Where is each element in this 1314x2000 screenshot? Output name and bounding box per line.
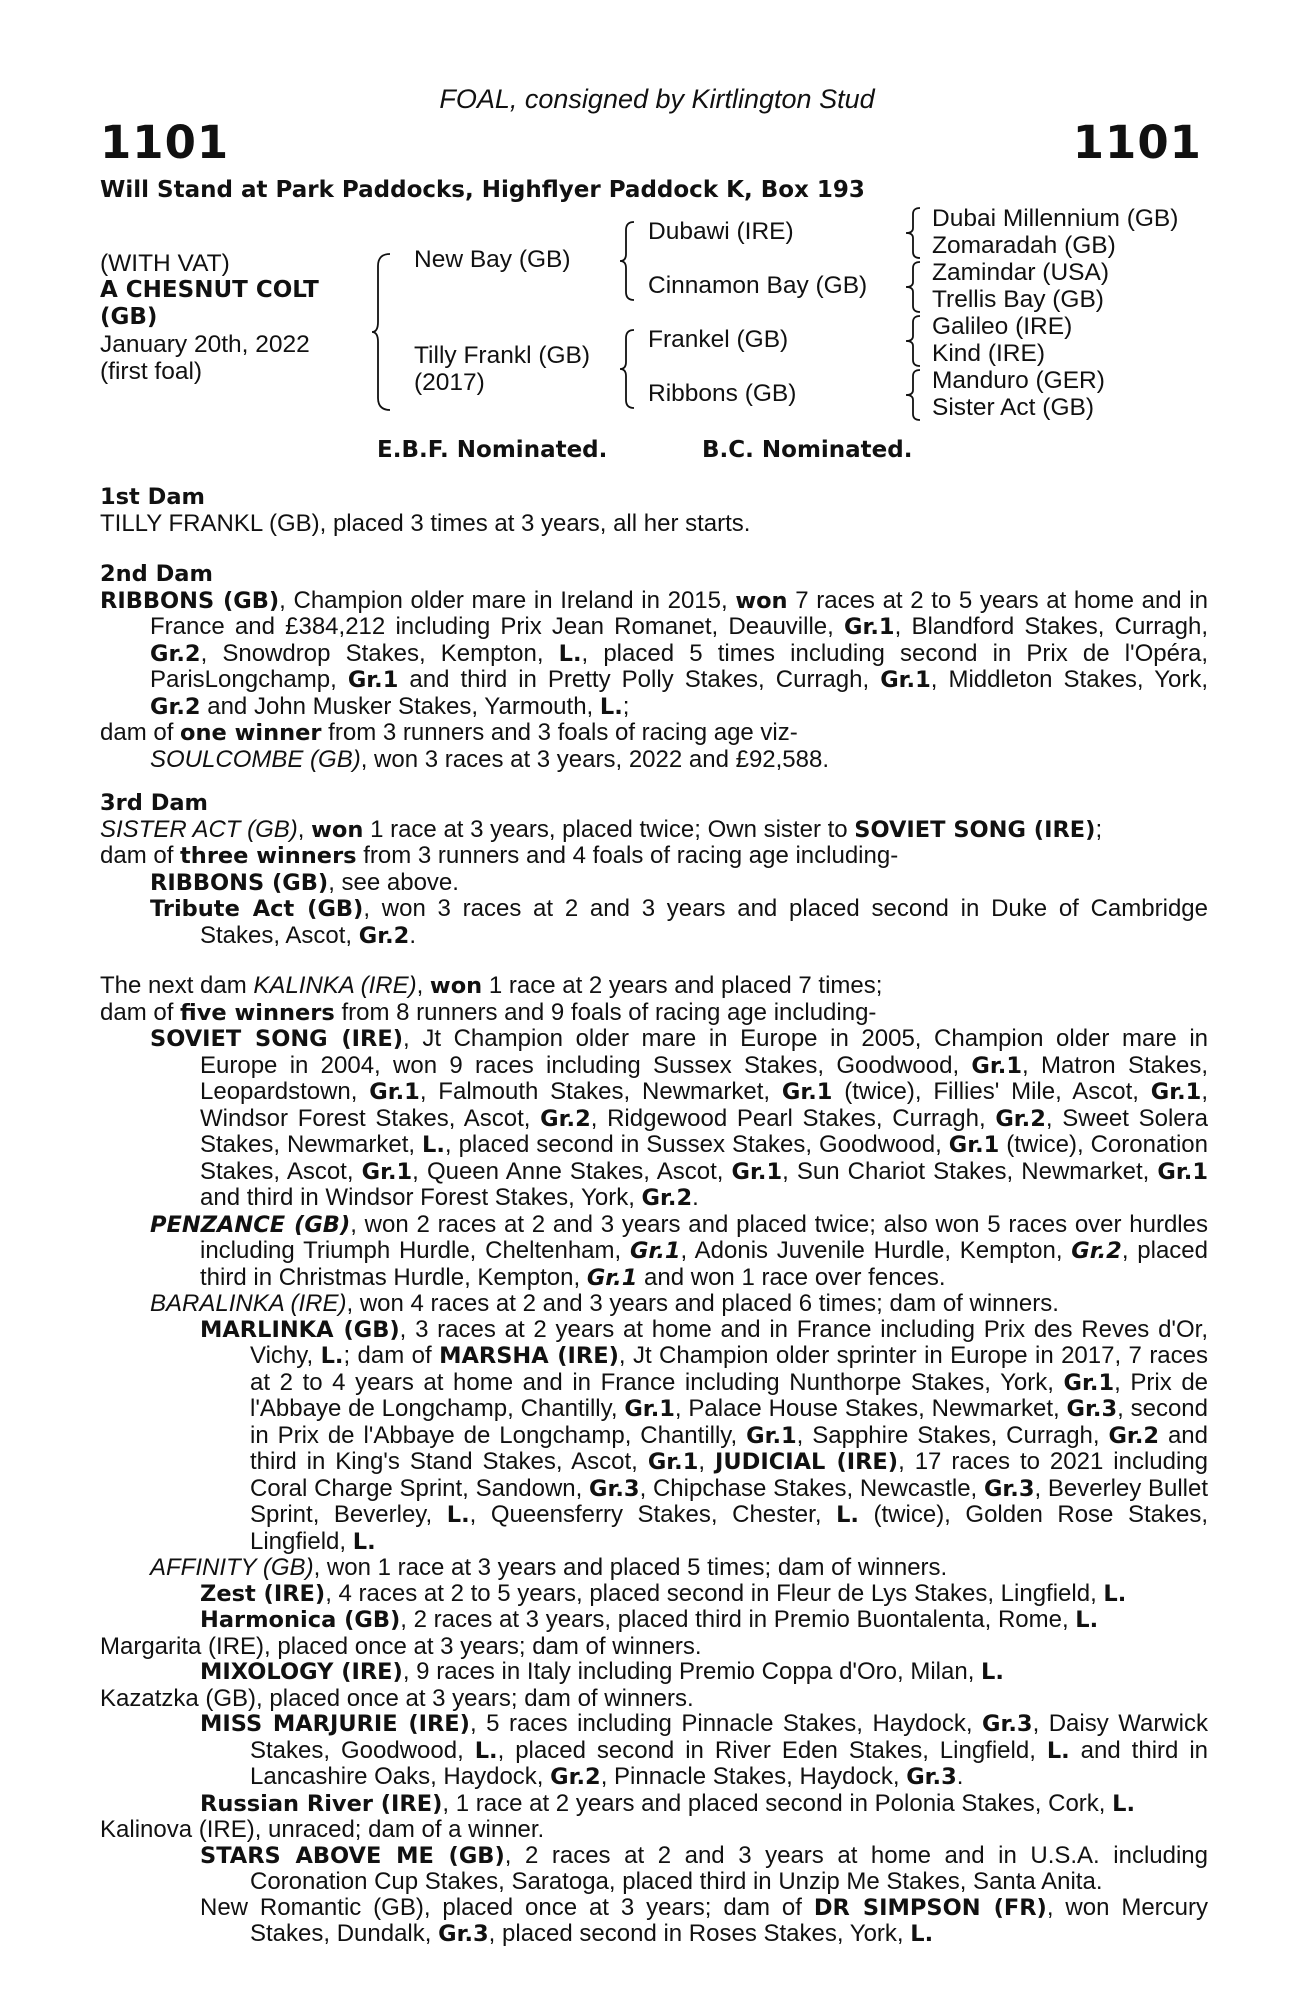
affinity-entry: AFFINITY (GB), won 1 race at 3 years and placed 5 times; dam of winners.: [150, 1554, 948, 1581]
granddam-4: Sister Act (GB): [932, 394, 1095, 421]
horse-breed: (GB): [100, 304, 158, 330]
pedigree-bracket-g3: [906, 314, 926, 370]
dam-dam: Ribbons (GB): [648, 380, 797, 407]
granddam-3: Kind (IRE): [932, 340, 1046, 367]
stars-above-me-entry: STARS ABOVE ME (GB), 2 races at 2 and 3 years at home and in U.S.A. including Coronation Cup Stakes, Saratoga, placed third in Unzip Me Stakes, Santa Anita.: [200, 1841, 1208, 1895]
first-dam-text: TILLY FRANKL (GB), placed 3 times at 3 years, all her starts.: [100, 509, 751, 537]
dam-name: Tilly Frankl (GB): [414, 342, 591, 369]
horse-description: A CHESNUT COLT: [100, 277, 319, 303]
first-dam-section: [100, 485, 1208, 536]
consignment-line: FOAL, consigned by Kirtlington Stud: [439, 84, 875, 114]
dam-sire: Frankel (GB): [648, 326, 789, 353]
bc-nomination: B.C. Nominated.: [702, 437, 913, 463]
dam-year: (2017): [414, 369, 485, 396]
ebf-nomination: E.B.F. Nominated.: [377, 437, 608, 463]
harmonica-entry: Harmonica (GB), 2 races at 3 years, placed third in Premio Buontalenta, Rome, L.: [200, 1606, 1099, 1633]
vat-note: (WITH VAT): [100, 250, 230, 277]
miss-marjurie-entry: MISS MARJURIE (IRE), 5 races including Pinnacle Stakes, Haydock, Gr.3, Daisy Warwick Stakes, Goodwood, L., placed second in River Eden Stakes, Lingfield, L. and third in Lancashire Oaks, Haydock, Gr.2, Pinnacle Stakes, Haydock, Gr.3.: [200, 1710, 1208, 1790]
granddam-1: Zomaradah (GB): [932, 232, 1116, 259]
mixology-entry: MIXOLOGY (IRE), 9 races in Italy including Premio Coppa d'Oro, Milan, L.: [200, 1658, 1004, 1685]
pedigree-bracket-g1: [906, 206, 926, 262]
granddam-2: Trellis Bay (GB): [932, 286, 1104, 313]
third-dam-heading: 3rd Dam: [100, 790, 208, 816]
soulcombe-entry: SOULCOMBE (GB), won 3 races at 3 years, 2022 and £92,588.: [150, 745, 830, 773]
grandsire-2: Zamindar (USA): [932, 259, 1109, 286]
sister-act-entry: SISTER ACT (GB), won 1 race at 3 years, placed twice; Own sister to SOVIET SONG (IRE);: [100, 815, 1103, 843]
margarita-entry: Margarita (IRE), placed once at 3 years; dam of winners.: [100, 1632, 702, 1660]
pedigree-bracket-sire: [620, 220, 640, 302]
third-dam-section: [100, 791, 1208, 949]
grandsire-4: Manduro (GER): [932, 367, 1105, 394]
lot-number-left: 1101: [100, 116, 230, 169]
kalinova-entry: Kalinova (IRE), unraced; dam of a winner.: [100, 1816, 545, 1843]
soviet-song-entry: SOVIET SONG (IRE), Jt Champion older mare in Europe in 2005, Champion older mare in Europe in 2004, won 9 races including Sussex Stakes, Goodwood, Gr.1, Matron Stakes, Leopardstown, Gr.1, Falmouth Stakes, Newmarket, Gr.1 (twice), Fillies' Mile, Ascot, Gr.1, Windsor Forest Stakes, Ascot, Gr.2, Ridgewood Pearl Stakes, Curragh, Gr.2, Sweet Solera Stakes, Newmarket, L., placed second in Sussex Stakes, Goodwood, Gr.1 (twice), Coronation Stakes, Ascot, Gr.1, Queen Anne Stakes, Ascot, Gr.1, Sun Chariot Stakes, Newmarket, Gr.1 and third in Windsor Forest Stakes, York, Gr.2.: [150, 1025, 1209, 1211]
new-romantic-entry: New Romantic (GB), placed once at 3 years; dam of DR SIMPSON (FR), won Mercury Stakes, Dundalk, Gr.3, placed second in Roses Stakes, York, L.: [200, 1893, 1209, 1947]
lot-number-right: 1101: [1072, 116, 1202, 169]
zest-entry: Zest (IRE), 4 races at 2 to 5 years, placed second in Fleur de Lys Stakes, Lingfield, L.: [200, 1579, 1127, 1607]
kalinka-produce: dam of five winners from 8 runners and 9 foals of racing age including-: [100, 998, 877, 1026]
sire-name: New Bay (GB): [414, 246, 571, 273]
ribbons-ref-entry: RIBBONS (GB), see above.: [150, 868, 459, 896]
pedigree-bracket-g2: [906, 260, 926, 316]
second-dam-section: [100, 562, 1208, 772]
tribute-act-entry: Tribute Act (GB), won 3 races at 2 and 3 years and placed second in Duke of Cambridge Stakes, Ascot, Gr.2.: [150, 895, 1208, 949]
foal-note: (first foal): [100, 358, 203, 385]
sire-dam: Cinnamon Bay (GB): [648, 272, 868, 299]
pedigree-bracket-main: [372, 252, 396, 412]
pedigree-bracket-g4: [906, 368, 926, 424]
sister-act-produce: dam of three winners from 3 runners and 4 foals of racing age including-: [100, 842, 899, 869]
sire-sire: Dubawi (IRE): [648, 218, 794, 245]
marlinka-entry: MARLINKA (GB), 3 races at 2 years at home and in France including Prix des Reves d'Or, Vichy, L.; dam of MARSHA (IRE), Jt Champion older sprinter in Europe in 2017, 7 races at 2 to 4 years at home and in France including Nunthorpe Stakes, York, Gr.1, Prix de l'Abbaye de Longchamp, Chantilly, Gr.1, Palace House Stakes, Newmarket, Gr.3, second in Prix de l'Abbaye de Longchamp, Chantilly, Gr.1, Sapphire Stakes, Curragh, Gr.2 and third in King's Stand Stakes, Ascot, Gr.1, JUDICIAL (IRE), 17 races to 2021 including Coral Charge Sprint, Sandown, Gr.3, Chipchase Stakes, Newcastle, Gr.3, Beverley Bullet Sprint, Beverley, L., Queensferry Stakes, Chester, L. (twice), Golden Rose Stakes, Lingfield, L.: [200, 1315, 1209, 1555]
ribbons-produce: dam of one winner from 3 runners and 3 foals of racing age viz-: [100, 719, 798, 746]
foaling-date: January 20th, 2022: [100, 331, 310, 358]
second-dam-heading: 2nd Dam: [100, 561, 213, 587]
next-dam-section: [100, 973, 1208, 1948]
penzance-entry: PENZANCE (GB), won 2 races at 2 and 3 years and placed twice; also won 5 races over hurdles including Triumph Hurdle, Cheltenham, Gr.1, Adonis Juvenile Hurdle, Kempton, Gr.2, placed third in Christmas Hurdle, Kempton, Gr.1 and won 1 race over fences.: [150, 1210, 1209, 1291]
first-dam-heading: 1st Dam: [100, 484, 205, 510]
grandsire-3: Galileo (IRE): [932, 313, 1073, 340]
kalinka-entry: The next dam KALINKA (IRE), won 1 race at 2 years and placed 7 times;: [100, 972, 883, 999]
pedigree-bracket-dam: [620, 328, 640, 410]
baralinka-entry: BARALINKA (IRE), won 4 races at 2 and 3 years and placed 6 times; dam of winners.: [150, 1290, 1059, 1317]
russian-river-entry: Russian River (IRE), 1 race at 2 years and placed second in Polonia Stakes, Cork, L.: [200, 1789, 1136, 1817]
grandsire-1: Dubai Millennium (GB): [932, 205, 1179, 232]
stand-location: Will Stand at Park Paddocks, Highflyer Paddock K, Box 193: [100, 177, 865, 203]
kazatzka-entry: Kazatzka (GB), placed once at 3 years; dam of winners.: [100, 1684, 694, 1712]
ribbons-entry: RIBBONS (GB), Champion older mare in Ireland in 2015, won 7 races at 2 to 5 years at home and in France and £384,212 including Prix Jean Romanet, Deauville, Gr.1, Blandford Stakes, Curragh, Gr.2, Snowdrop Stakes, Kempton, L., placed 5 times including second in Prix de l'Opéra, ParisLongchamp, Gr.1 and third in Pretty Polly Stakes, Curragh, Gr.1, Middleton Stakes, York, Gr.2 and John Musker Stakes, Yarmouth, L.;: [100, 586, 1209, 720]
